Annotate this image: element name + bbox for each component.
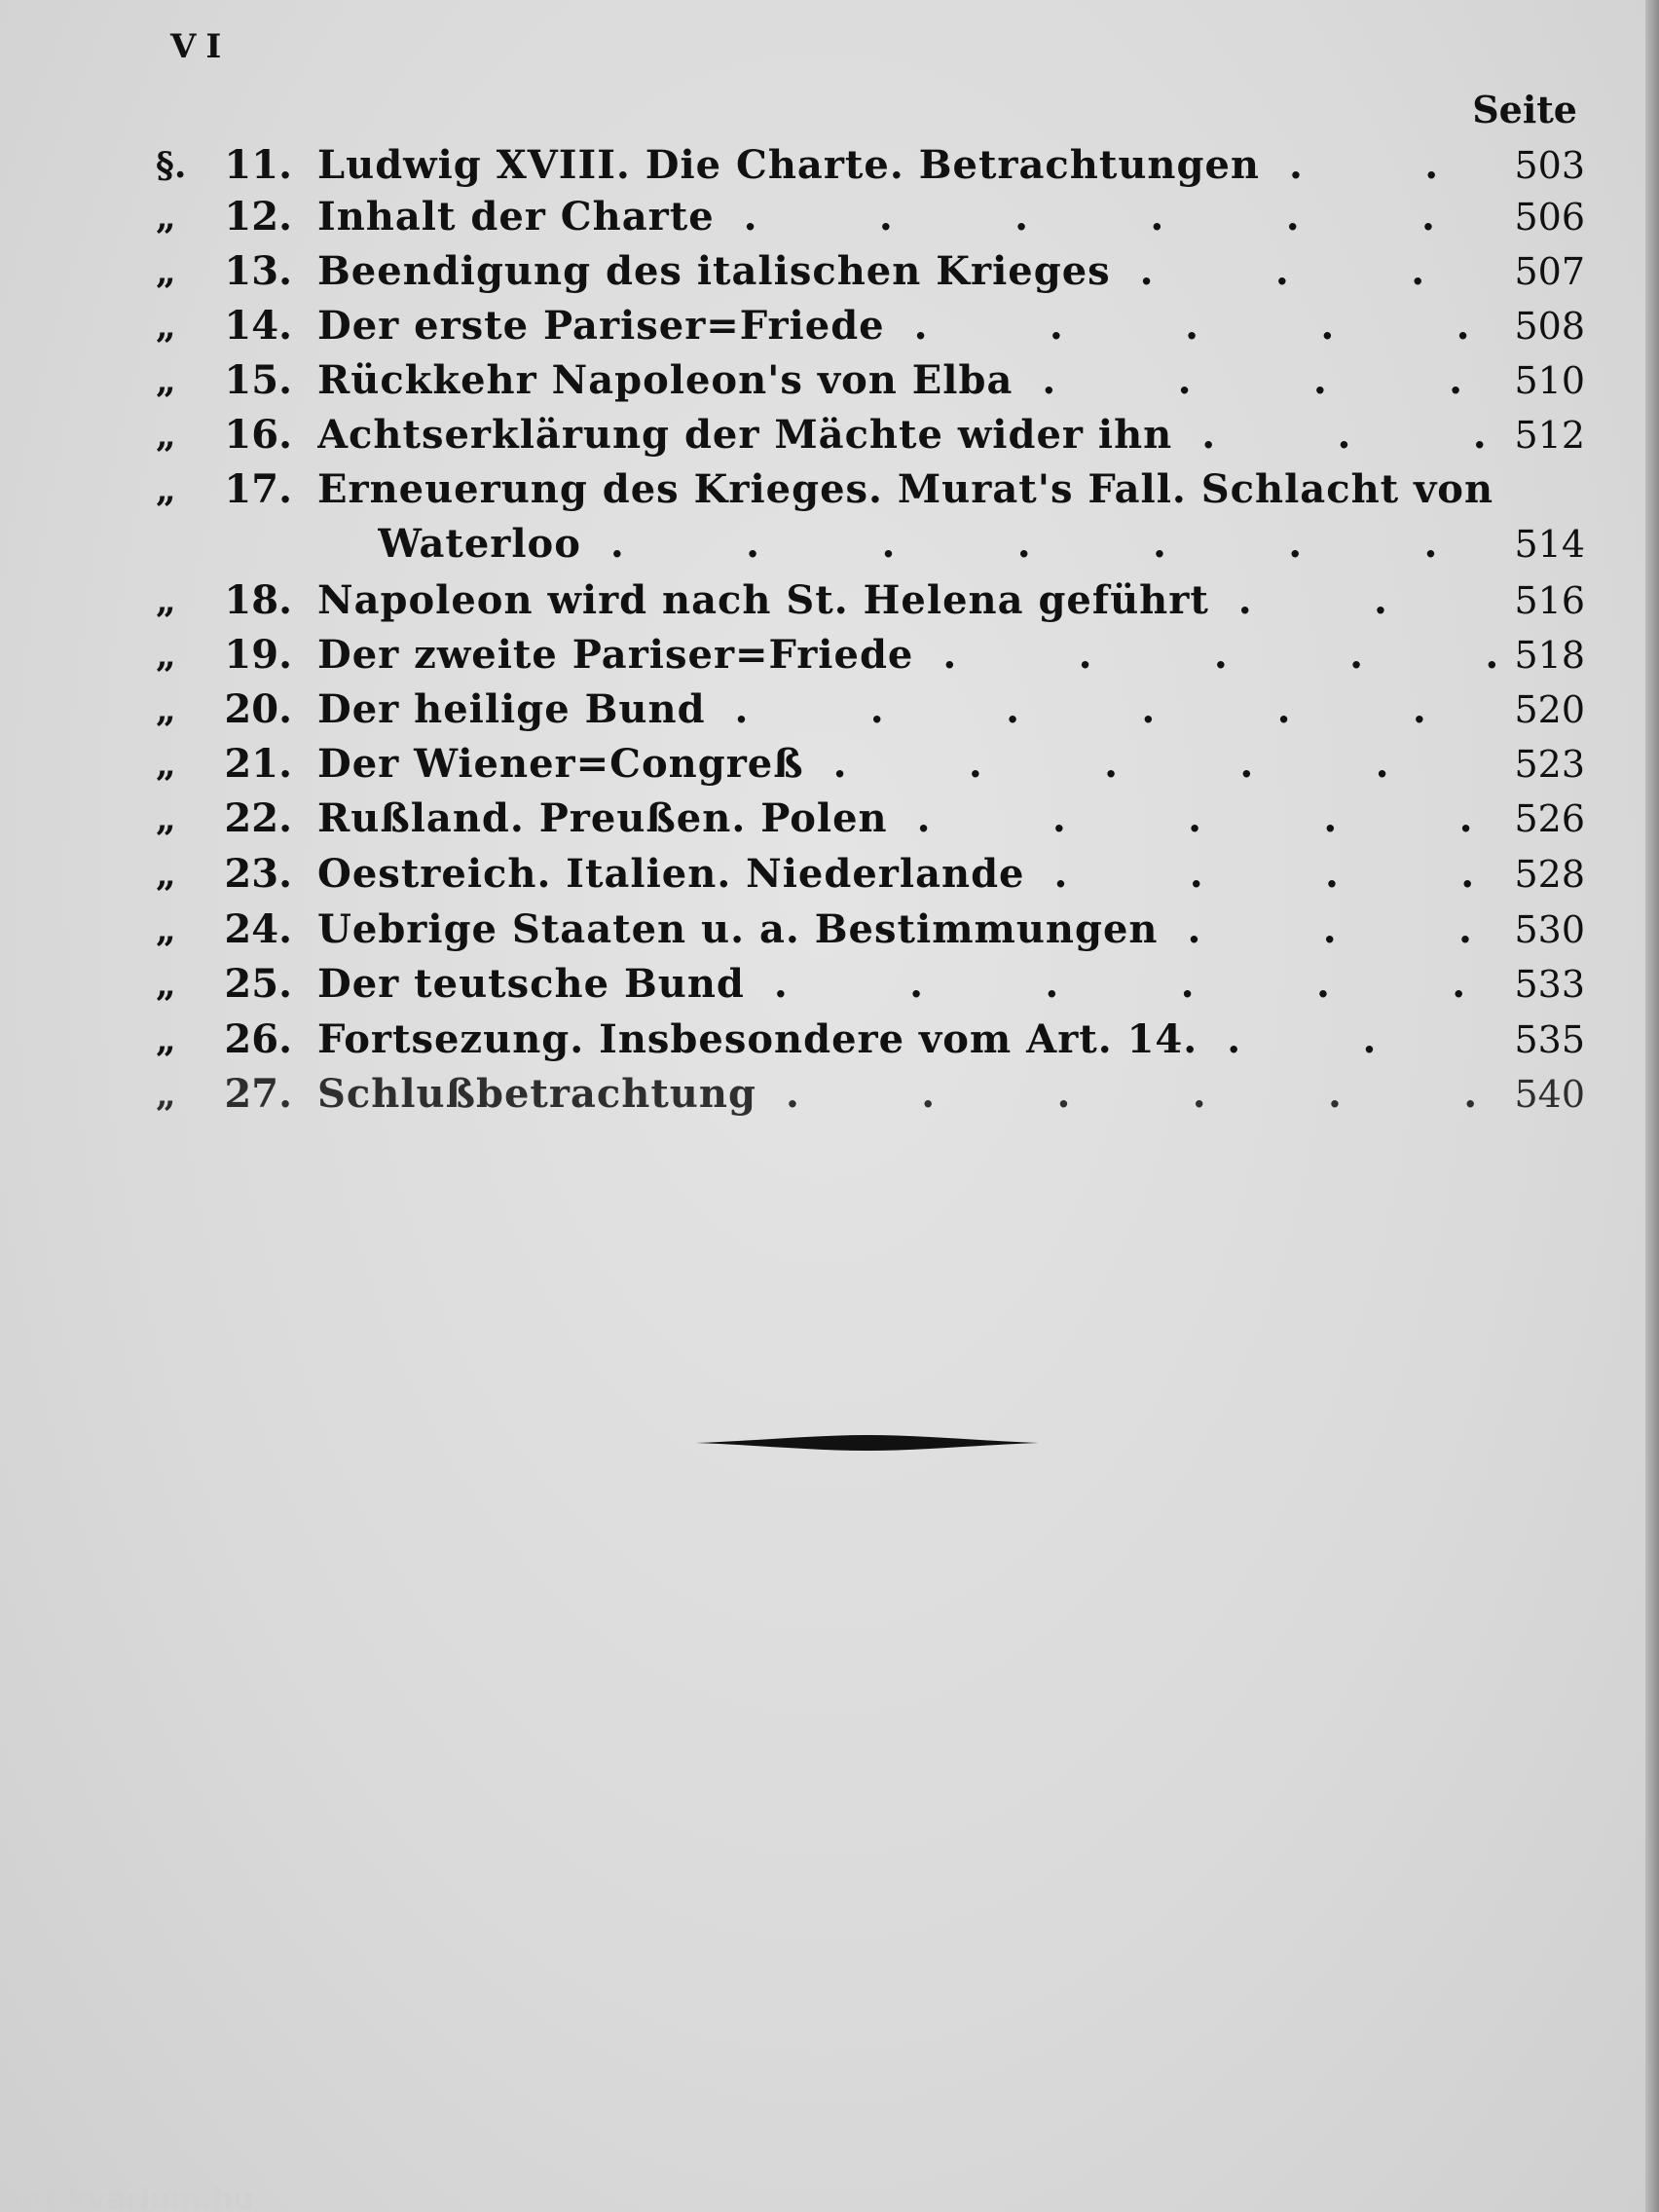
page-reference: 533	[1514, 963, 1585, 1006]
toc-entry	[156, 247, 1585, 296]
closing-ornament-rule	[696, 1431, 1039, 1455]
page-reference: 526	[1514, 797, 1585, 840]
dot-leader	[1227, 1015, 1497, 1064]
section-title: Achtserklärung der Mächte wider ihn	[317, 412, 1173, 458]
section-number: 15.	[224, 357, 292, 403]
dot-leader	[1188, 905, 1497, 954]
dot-leader	[1289, 141, 1497, 190]
section-number: 21.	[224, 741, 292, 787]
page-reference: 508	[1514, 305, 1585, 348]
section-number: 20.	[224, 686, 292, 732]
toc-entry	[156, 905, 1585, 954]
ditto-marker: „	[156, 580, 176, 621]
ditto-marker: „	[156, 635, 176, 676]
section-number: 16.	[224, 412, 292, 458]
toc-entry	[156, 1070, 1585, 1119]
section-number: 13.	[224, 248, 292, 294]
page-reference: 530	[1514, 908, 1585, 951]
ditto-marker: „	[156, 415, 176, 456]
section-number: 12.	[224, 194, 292, 240]
ditto-marker: „	[156, 798, 176, 839]
page-number: VI	[170, 27, 232, 66]
section-number: 17.	[224, 466, 292, 512]
ditto-marker: „	[156, 251, 176, 292]
toc-entry	[156, 794, 1585, 843]
section-number: 27.	[224, 1071, 292, 1117]
page-reference: 518	[1514, 634, 1585, 677]
page-reference: 507	[1514, 250, 1585, 293]
dot-leader	[774, 960, 1497, 1009]
ditto-marker: „	[156, 1019, 176, 1060]
toc-entry	[156, 411, 1585, 460]
toc-entry	[156, 193, 1585, 241]
ditto-marker: „	[156, 360, 176, 401]
page-reference: 540	[1514, 1073, 1585, 1116]
toc-entry	[156, 850, 1585, 899]
ditto-marker: „	[156, 306, 176, 347]
ditto-marker: „	[156, 854, 176, 895]
section-title: Der zweite Pariser=Friede	[317, 632, 914, 678]
page-reference: 528	[1514, 853, 1585, 896]
toc-entry-continuation	[156, 520, 1585, 569]
toc-entry	[156, 141, 1585, 190]
dot-leader	[786, 1070, 1497, 1119]
section-title: Rußland. Preußen. Polen	[317, 795, 888, 841]
page-reference: 512	[1514, 414, 1585, 457]
dot-leader	[917, 794, 1497, 843]
watermark: Antikvárium.hu	[0, 2183, 254, 2212]
section-title: Erneuerung des Krieges. Murat's Fall. Schlacht von	[317, 466, 1494, 512]
page-reference: 510	[1514, 359, 1585, 402]
ditto-marker: „	[156, 689, 176, 730]
dot-leader	[942, 631, 1497, 680]
section-title: Inhalt der Charte	[317, 194, 715, 240]
section-number: 14.	[224, 303, 292, 349]
dot-leader	[735, 685, 1497, 734]
section-title: Beendigung des italischen Krieges	[317, 248, 1111, 294]
section-title: Der Wiener=Congreß	[317, 741, 804, 787]
section-title: Rückkehr Napoleon's von Elba	[317, 357, 1014, 403]
section-title: Uebrige Staaten u. a. Bestimmungen	[317, 906, 1159, 952]
section-title: Napoleon wird nach St. Helena geführt	[317, 577, 1209, 623]
section-number: 22.	[224, 795, 292, 841]
section-number: 26.	[224, 1016, 292, 1062]
toc-entry	[156, 465, 1585, 514]
section-number: 11.	[224, 142, 292, 188]
toc-entry	[156, 576, 1585, 625]
page-reference: 535	[1514, 1018, 1585, 1061]
dot-leader	[914, 302, 1497, 350]
ditto-marker: „	[156, 964, 176, 1005]
dot-leader	[1042, 356, 1497, 405]
section-title: Der teutsche Bund	[317, 961, 745, 1007]
dot-leader	[1201, 411, 1497, 460]
page-column-header: Seite	[1472, 88, 1577, 131]
ditto-marker: „	[156, 909, 176, 950]
section-marker: §.	[156, 145, 187, 186]
section-number: 24.	[224, 906, 292, 952]
toc-entry	[156, 302, 1585, 350]
ditto-marker: „	[156, 744, 176, 785]
dot-leader	[1238, 576, 1497, 625]
section-title: Der heilige Bund	[317, 686, 706, 732]
ditto-marker: „	[156, 197, 176, 238]
dot-leader	[744, 193, 1497, 241]
section-number: 23.	[224, 851, 292, 897]
section-number: 18.	[224, 577, 292, 623]
page-reference: 520	[1514, 688, 1585, 731]
page-reference: 503	[1514, 144, 1585, 187]
dot-leader	[1054, 850, 1498, 899]
toc-entry	[156, 685, 1585, 734]
toc-entry	[156, 960, 1585, 1009]
toc-entry	[156, 1015, 1585, 1064]
section-title: Ludwig XVIII. Die Charte. Betrachtungen	[317, 142, 1261, 188]
page-reference: 506	[1514, 196, 1585, 239]
ditto-marker: „	[156, 1074, 176, 1115]
page-reference: 514	[1514, 523, 1585, 566]
toc-entry	[156, 356, 1585, 405]
section-title: Oestreich. Italien. Niederlande	[317, 851, 1025, 897]
section-title: Schlußbetrachtung	[317, 1071, 756, 1117]
section-number: 25.	[224, 961, 292, 1007]
page-edge	[1645, 0, 1659, 2212]
dot-leader	[833, 740, 1497, 789]
section-title: Fortsezung. Insbesondere vom Art. 14.	[317, 1016, 1198, 1062]
page-reference: 516	[1514, 579, 1585, 622]
page-reference: 523	[1514, 743, 1585, 786]
dot-leader	[610, 520, 1497, 569]
section-title: Waterloo	[378, 521, 581, 567]
section-title: Der erste Pariser=Friede	[317, 303, 885, 349]
toc-entry	[156, 631, 1585, 680]
section-number: 19.	[224, 632, 292, 678]
toc-entry	[156, 740, 1585, 789]
dot-leader	[1140, 247, 1497, 296]
ditto-marker: „	[156, 469, 176, 510]
